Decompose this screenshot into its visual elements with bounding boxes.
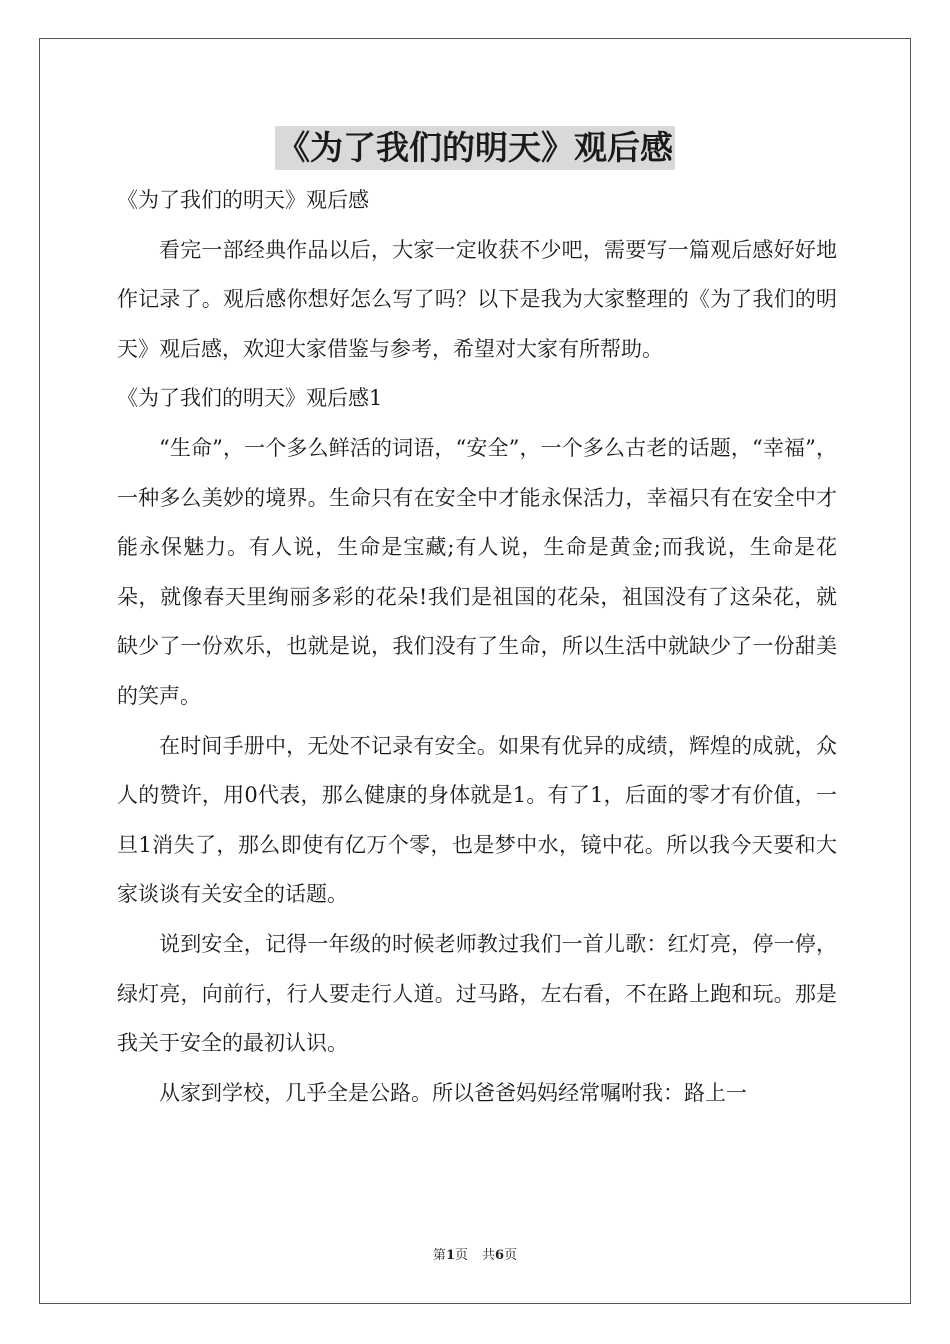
page-prefix: 第 — [432, 1248, 446, 1263]
page-footer — [0, 1246, 950, 1266]
paragraph-subtitle: 《为了我们的明天》观后感 — [117, 188, 369, 212]
document-title: 《为了我们的明天》观后感 — [275, 126, 675, 170]
page-suffix: 页 — [454, 1248, 468, 1263]
current-page-number: 1 — [445, 1248, 455, 1263]
paragraph-time-handbook: 在时间手册中，无处不记录有安全。如果有优异的成绩，辉煌的成就，众人的赞许，用0代表，那么健康的身体就是1。有了1，后面的零才有价值，一旦1消失了，那么即使有亿万个零，也是梦中水，镜中花。所以我今天要和大家谈谈有关安全的话题。 — [117, 733, 837, 907]
paragraph-nursery-rhyme: 说到安全，记得一年级的时候老师教过我们一首儿歌：红灯亮，停一停，绿灯亮，向前行，行人要走行人道。过马路，左右看，不在路上跑和玩。那是我关于安全的最初认识。 — [117, 931, 837, 1056]
total-suffix: 页 — [504, 1248, 518, 1263]
document-body — [117, 176, 837, 1118]
paragraph-home-to-school: 从家到学校，几乎全是公路。所以爸爸妈妈经常嘱咐我：路上一 — [159, 1080, 747, 1105]
total-prefix: 共 — [482, 1248, 496, 1263]
paragraph-intro: 看完一部经典作品以后，大家一定收获不少吧，需要写一篇观后感好好地作记录了。观后感你想好怎么写了吗？以下是我为大家整理的《为了我们的明天》观后感，欢迎大家借鉴与参考，希望对大家有所帮助。 — [117, 237, 837, 361]
paragraph-section-heading: 《为了我们的明天》观后感1 — [117, 386, 383, 411]
paragraph-life: “生命”，一个多么鲜活的词语，“安全”，一个多么古老的话题，“幸福”，一种多么美妙的境界。生命只有在安全中才能永保活力，幸福只有在安全中才能永保魅力。有人说，生命是宝藏;有人说，生命是黄金;而我说，生命是花朵，就像春天里绚丽多彩的花朵!我们是祖国的花朵，祖国没有了这朵花，就缺少了一份欢乐，也就是说，我们没有了生命，所以生活中就缺少了一份甜美的笑声。 — [117, 435, 837, 708]
title-area — [0, 126, 950, 170]
total-pages-number: 6 — [495, 1248, 505, 1263]
